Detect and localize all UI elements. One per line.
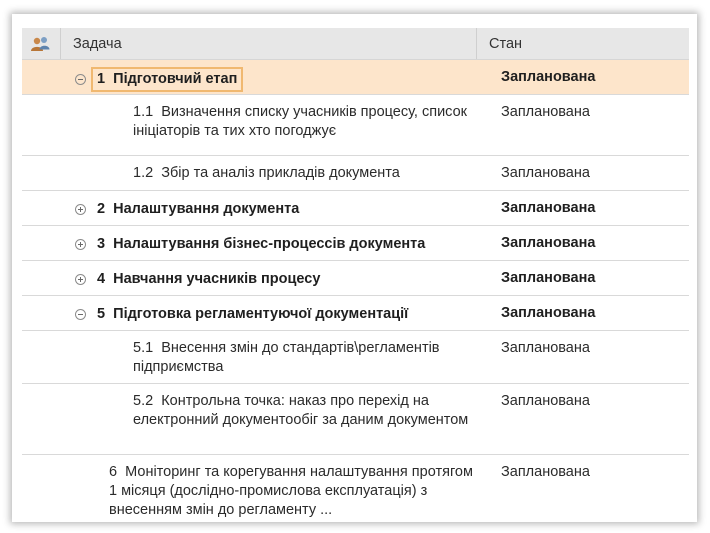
task-title: Підготовка регламентуючої документації: [113, 306, 409, 322]
task-number: 5.2: [133, 393, 154, 409]
task-label[interactable]: [91, 67, 243, 92]
task-state: Запланована: [501, 340, 590, 356]
task-title: Визначення списку учасників процесу, список ініціаторів та тих хто погоджує: [133, 104, 467, 139]
task-state: Запланована: [501, 235, 596, 251]
table-row[interactable]: [22, 331, 689, 384]
task-number: 1.1: [133, 104, 154, 120]
expand-icon[interactable]: [75, 239, 86, 250]
task-label: [97, 270, 320, 289]
task-title: Внесення змін до стандартів\регламентів підприємства: [133, 340, 440, 375]
task-number: 1.2: [133, 165, 154, 181]
expand-icon[interactable]: [75, 204, 86, 215]
task-number: 2: [97, 201, 106, 217]
task-state: Запланована: [501, 200, 596, 216]
task-number: 4: [97, 271, 106, 287]
task-state: Запланована: [501, 104, 590, 120]
collapse-icon[interactable]: [75, 74, 86, 85]
collapse-icon[interactable]: [75, 309, 86, 320]
task-number: 5.1: [133, 340, 154, 356]
task-state: Запланована: [501, 393, 590, 409]
state-column-header[interactable]: [477, 36, 689, 52]
task-label: [133, 339, 479, 377]
task-state: Запланована: [501, 270, 596, 286]
task-state: Запланована: [501, 305, 596, 321]
table-row[interactable]: [22, 226, 689, 261]
task-title: Навчання учасників процесу: [113, 271, 321, 287]
table-row[interactable]: [22, 384, 689, 455]
task-label: [97, 200, 299, 219]
expand-icon[interactable]: [75, 274, 86, 285]
task-number: 1: [97, 71, 106, 87]
task-label: [97, 235, 425, 254]
table-row[interactable]: [22, 156, 689, 191]
grid-window: [12, 14, 697, 522]
task-number: 5: [97, 306, 106, 322]
task-title: Налаштування бізнес-процессів документа: [113, 236, 426, 252]
task-title: Налаштування документа: [113, 201, 300, 217]
task-state: Запланована: [501, 165, 590, 181]
task-label: [133, 392, 479, 430]
task-grid: [22, 28, 689, 523]
participants-column-header[interactable]: [22, 28, 61, 59]
task-label: [109, 463, 479, 520]
task-title: Моніторинг та корегування налаштування протягом 1 місяця (дослідно-промислова експлуатація) з внесенням змін до регламенту ...: [109, 464, 473, 518]
task-state: Запланована: [501, 69, 596, 85]
table-row[interactable]: [22, 455, 689, 523]
table-row[interactable]: [22, 191, 689, 226]
state-column-label: Стан: [489, 35, 523, 52]
task-column-header[interactable]: [61, 28, 477, 59]
participants-icon: [30, 36, 52, 52]
task-number: 6: [109, 464, 118, 480]
task-title: Збір та аналіз прикладів документа: [161, 165, 400, 181]
task-label: [97, 305, 408, 324]
task-title: Контрольна точка: наказ про перехід на електронний документообіг за даним документом: [133, 393, 469, 428]
task-column-label: Задача: [73, 35, 122, 52]
table-row[interactable]: [22, 95, 689, 156]
table-row[interactable]: [22, 296, 689, 331]
task-state: Запланована: [501, 464, 590, 480]
grid-header: [22, 28, 689, 60]
table-row[interactable]: [22, 60, 689, 95]
task-number: 3: [97, 236, 106, 252]
task-label: [133, 103, 479, 141]
task-title: Підготовчий етап: [113, 71, 238, 87]
table-row[interactable]: [22, 261, 689, 296]
task-label: [133, 164, 400, 183]
